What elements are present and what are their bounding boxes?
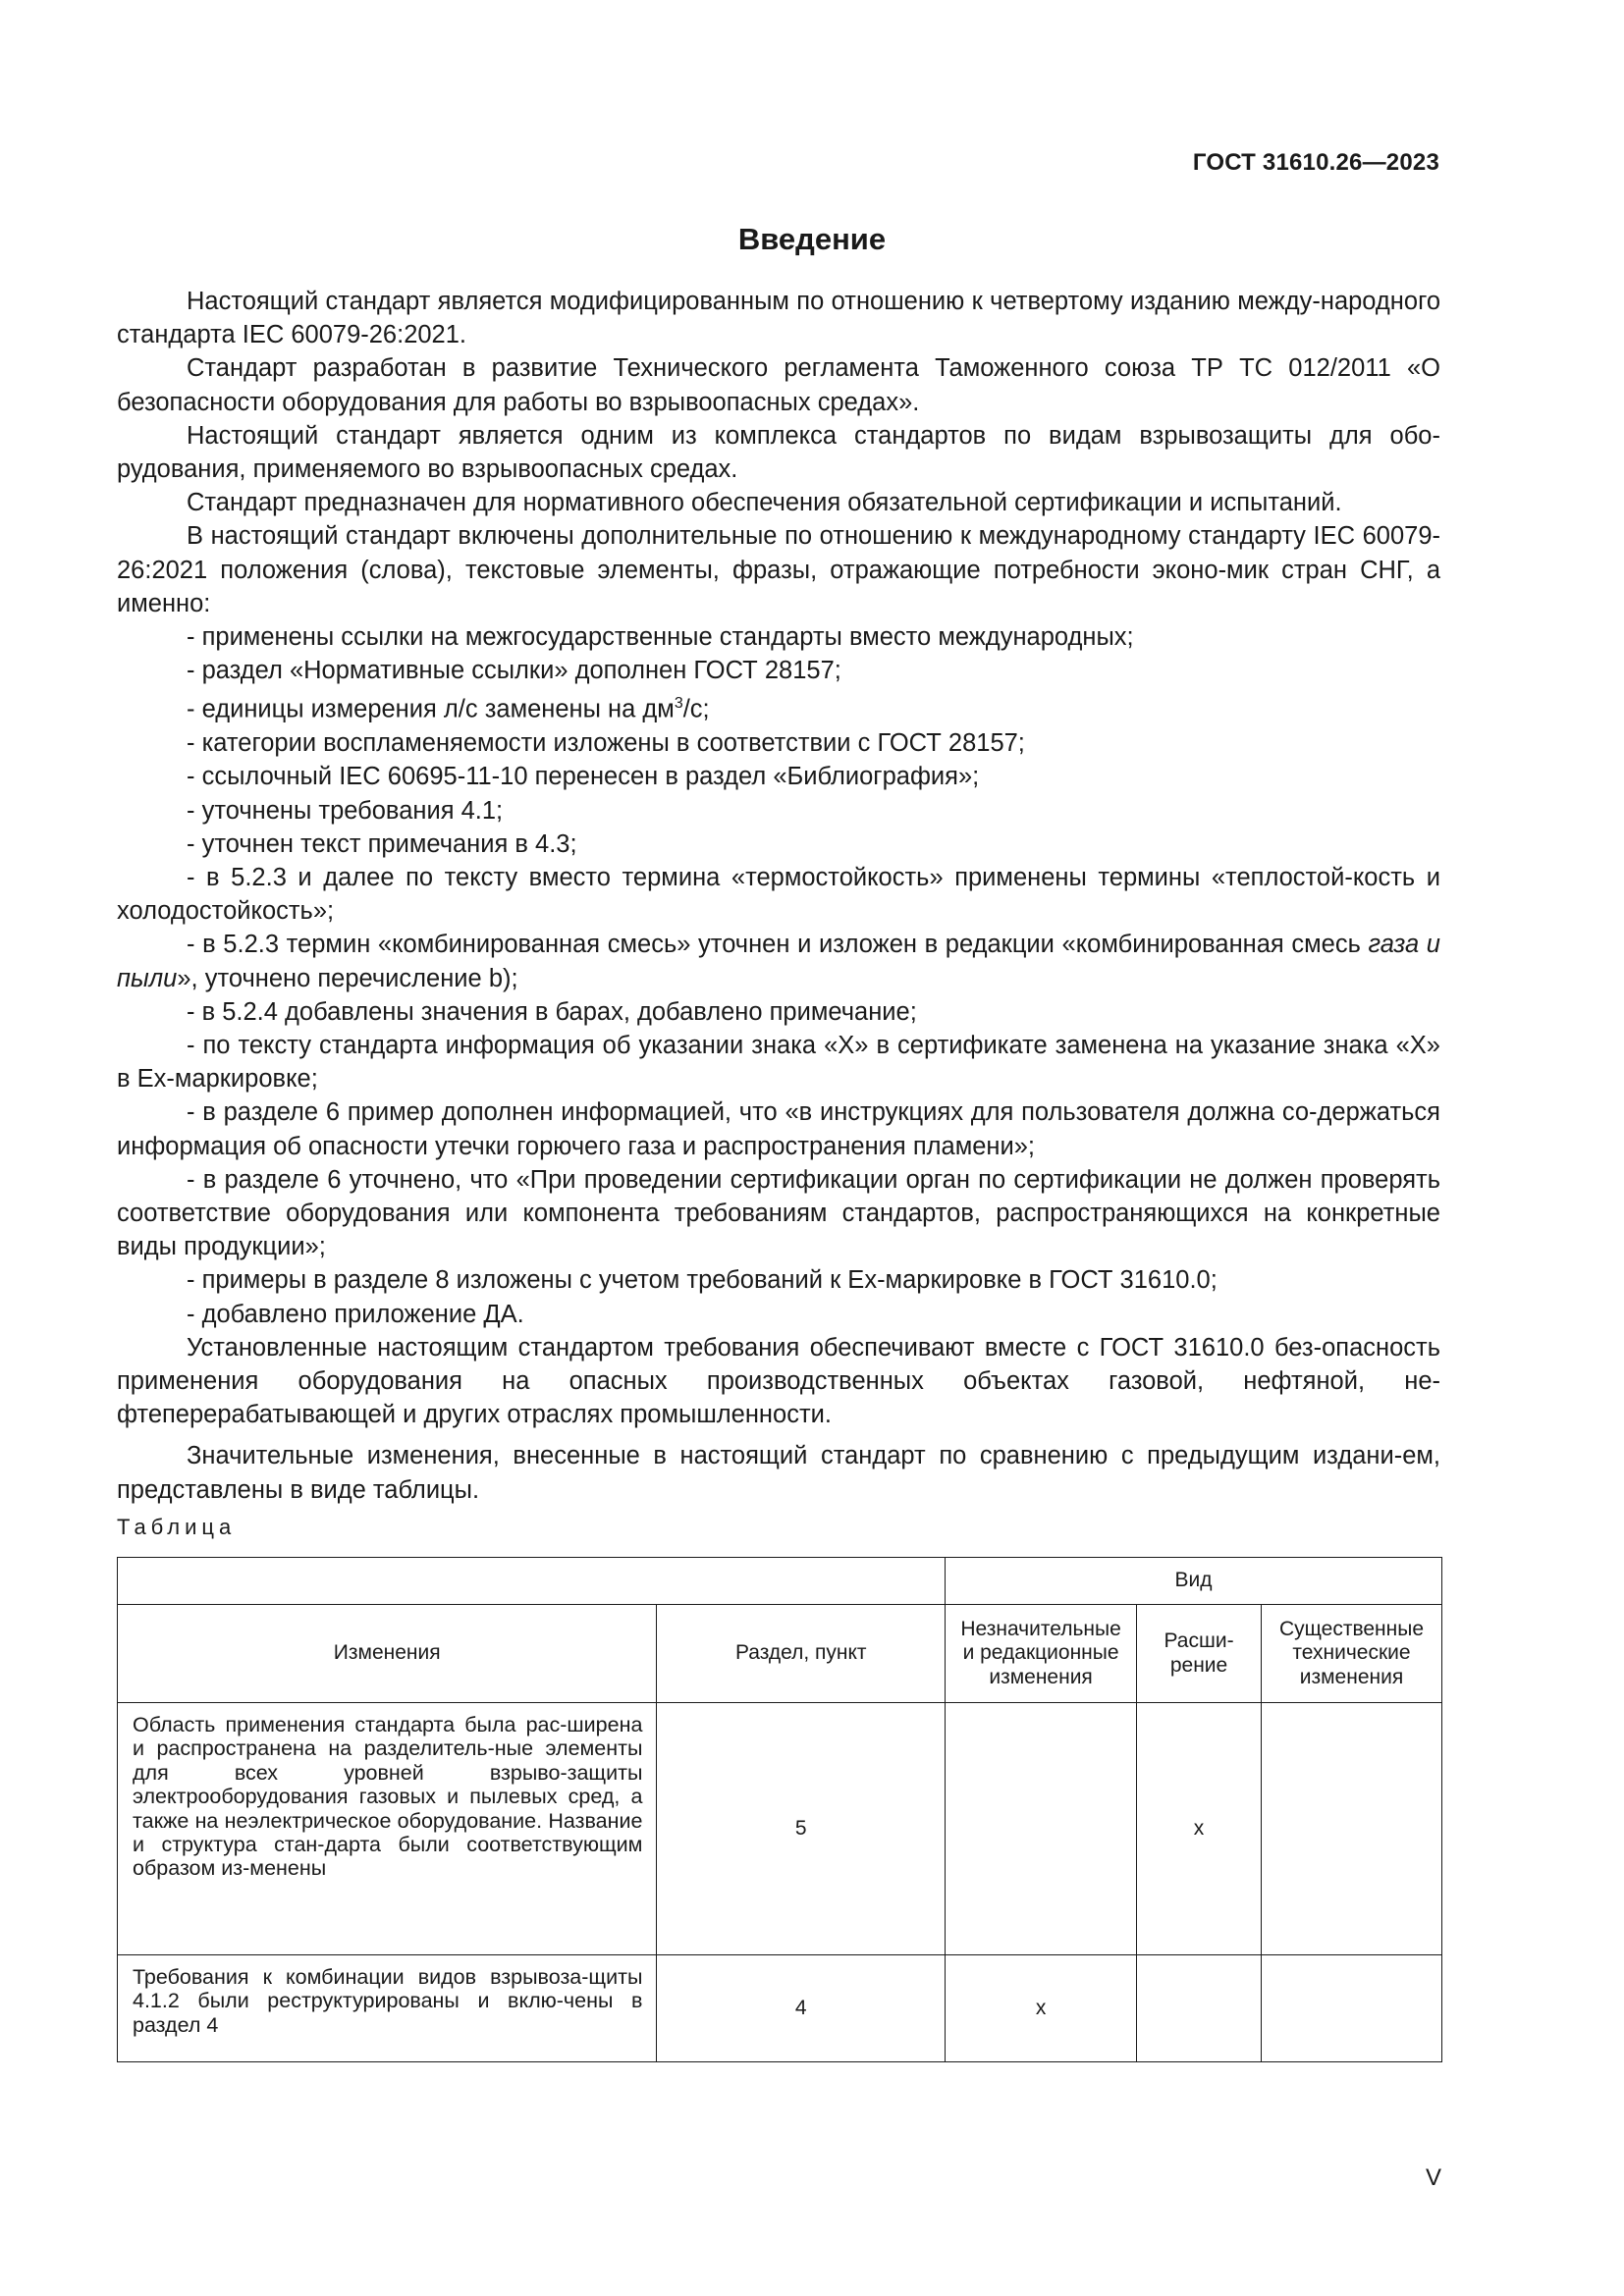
list-item-text: - в 5.2.3 термин «комбинированная смесь» уточнен и изложен в редакции «комбинированная смесь [187,931,1369,959]
table-cell-description: Область применения стандарта была рас-ширена и распространена на разделитель-ные элементы для всех уровней взрыво-защиты электрооборудования газовых и пылевых сред, а также на неэлектрическое оборудование. Название и структура стан-дарта были соответствующим образом из-менены [118,1703,657,1955]
page-number: V [1425,2164,1441,2191]
list-item: - в 5.2.4 добавлены значения в барах, добавлено примечание; [187,997,917,1026]
table-cell-minor: x [946,1955,1137,2062]
table-cell-major [1262,1703,1442,1955]
superscript: 3 [674,695,683,713]
table-cell-section: 5 [657,1703,946,1955]
list-item: - в разделе 6 пример дополнен информацией, что «в инструкциях для пользователя должна со-держаться информация об опасности утечки горючего газа и распространения пламени»; [117,1098,1440,1160]
list-item: - примеры в разделе 8 изложены с учетом требований к Ex-маркировке в ГОСТ 31610.0; [187,1266,1218,1295]
body-text [117,285,1440,1507]
table-row [118,1955,1442,2062]
list-item-text: », уточнено перечисление b); [177,964,518,992]
document-code: ГОСТ 31610.26—2023 [1192,149,1439,176]
list-item: - категории воспламеняемости изложены в соответствии с ГОСТ 28157; [187,729,1025,758]
list-item: - в 5.2.3 и далее по тексту вместо термина «термостойкость» применены термины «теплостой-кость и холодостойкость»; [117,863,1440,926]
italic-term: газа и пыли [117,931,1440,992]
table-header-minor: Незначительные и редакционные изменения [946,1605,1137,1703]
table-header-changes: Изменения [118,1605,657,1703]
table-row [118,1703,1442,1955]
list-item: - уточнен текст примечания в 4.3; [187,829,577,858]
table-cell-extension [1137,1955,1262,2062]
paragraph: Установленные настоящим стандартом требования обеспечивают вместе с ГОСТ 31610.0 без-опасность применения оборудования на опасных производственных объектах газовой, нефтяной, не-фтеперерабатывающей и других отраслях промышленности. [117,1333,1440,1429]
paragraph: В настоящий стандарт включены дополнительные по отношению к международному стандарту IEC 60079-26:2021 положения (слова), текстовые элементы, фразы, отражающие потребности эконо-мик стран СНГ, а именно: [117,522,1440,617]
list-item: - ссылочный IEC 60695-11-10 перенесен в раздел «Библиография»; [187,763,980,791]
list-item: - применены ссылки на межгосударственные стандарты вместо международных; [187,623,1134,652]
table-header-major: Существенные технические изменения [1262,1605,1442,1703]
paragraph: Стандарт разработан в развитие Технического регламента Таможенного союза ТР ТС 012/2011 «О безопасности оборудования для работы во взрывоопасных средах». [117,354,1440,416]
table-group-header-row [118,1558,1442,1605]
table-header-empty [118,1558,946,1605]
table-cell-section: 4 [657,1955,946,2062]
list-item: - в разделе 6 уточнено, что «При проведении сертификации орган по сертификации не должен проверять соответствие оборудования или компонента требованиям стандартов, распространяющихся на конкретные виды продукции»; [117,1165,1440,1261]
table-cell-major [1262,1955,1442,2062]
list-item [117,687,1440,726]
table-header-extension: Расши-рение [1137,1605,1262,1703]
paragraph: Стандарт предназначен для нормативного обеспечения обязательной сертификации и испытаний. [187,489,1342,517]
table-caption: Таблица [117,1515,237,1539]
paragraph: Настоящий стандарт является одним из комплекса стандартов по видам взрывозащиты для обо-рудования, применяемого во взрывоопасных средах. [117,421,1440,484]
list-item: - уточнены требования 4.1; [187,796,504,825]
section-title: Введение [737,222,887,256]
list-item: - раздел «Нормативные ссылки» дополнен ГОСТ 28157; [187,657,841,685]
changes-table [117,1557,1442,2062]
table-group-header: Вид [946,1558,1442,1605]
paragraph: Значительные изменения, внесенные в настоящий стандарт по сравнению с предыдущим издани-ем, представлены в виде таблицы. [117,1442,1440,1504]
table-cell-minor [946,1703,1137,1955]
list-item: - добавлено приложение ДА. [187,1300,524,1328]
list-item-text: - единицы измерения л/с заменены на дм [187,695,675,723]
list-item [117,928,1440,994]
list-item-text: /с; [682,695,710,723]
table-cell-extension: x [1137,1703,1262,1955]
table-cell-description: Требования к комбинации видов взрывоза-щиты 4.1.2 были реструктурированы и вклю-чены в раздел 4 [118,1955,657,2062]
table-header-section: Раздел, пункт [657,1605,946,1703]
list-item: - по тексту стандарта информация об указании знака «X» в сертификате заменена на указание знака «X» в Ex-маркировке; [117,1031,1440,1094]
table-header-row [118,1605,1442,1703]
paragraph: Настоящий стандарт является модифицированным по отношению к четвертому изданию между-народного стандарта IEC 60079-26:2021. [117,288,1440,349]
